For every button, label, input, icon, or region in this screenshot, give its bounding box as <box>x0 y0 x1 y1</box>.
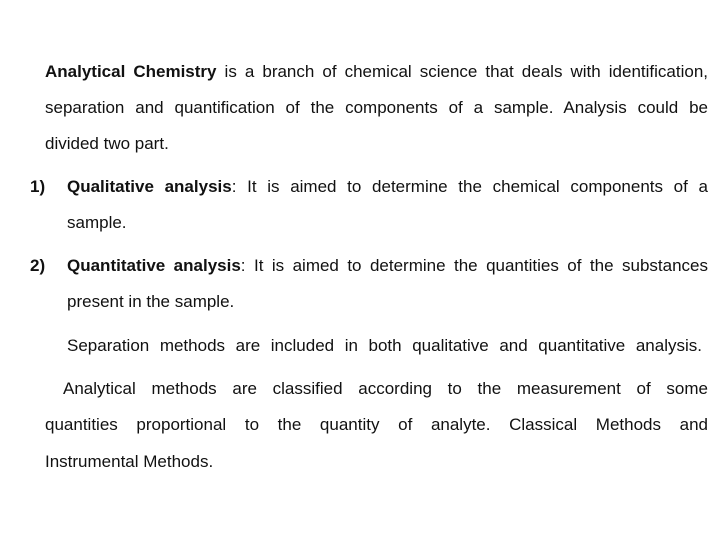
intro-term: Analytical Chemistry <box>45 62 217 81</box>
list-item-2-term: Quantitative analysis <box>67 256 241 275</box>
intro-line-1-text: is a branch of chemical science that deals with identification, <box>216 62 708 81</box>
closing-line-3: Instrumental Methods. <box>45 452 214 471</box>
list-item-1-line-2: sample. <box>67 213 127 232</box>
list-item-2-line-1 <box>67 256 708 276</box>
separation-note: Separation methods are included in both qualitative and quantitative analysis. <box>67 336 702 355</box>
closing-line-2: quantities proportional to the quantity of analyte. Classical Methods and <box>45 415 708 434</box>
intro-line-3: divided two part. <box>45 134 169 153</box>
list-item-2-number: 2) <box>30 256 46 275</box>
intro-line-2: separation and quantification of the components of a sample. Analysis could be <box>45 98 708 117</box>
list-item-1-line-1 <box>67 177 708 197</box>
list-item-1-number: 1) <box>30 177 46 196</box>
list-item-2-line-2: present in the sample. <box>67 292 235 311</box>
list-item-2-text: : It is aimed to determine the quantities of the substances <box>240 256 708 275</box>
list-item-1-term: Qualitative analysis <box>67 177 232 196</box>
list-item-1-text: : It is aimed to determine the chemical components of a <box>231 177 708 196</box>
closing-line-1: Analytical methods are classified according to the measurement of some <box>63 379 708 398</box>
intro-line-1 <box>45 62 708 82</box>
